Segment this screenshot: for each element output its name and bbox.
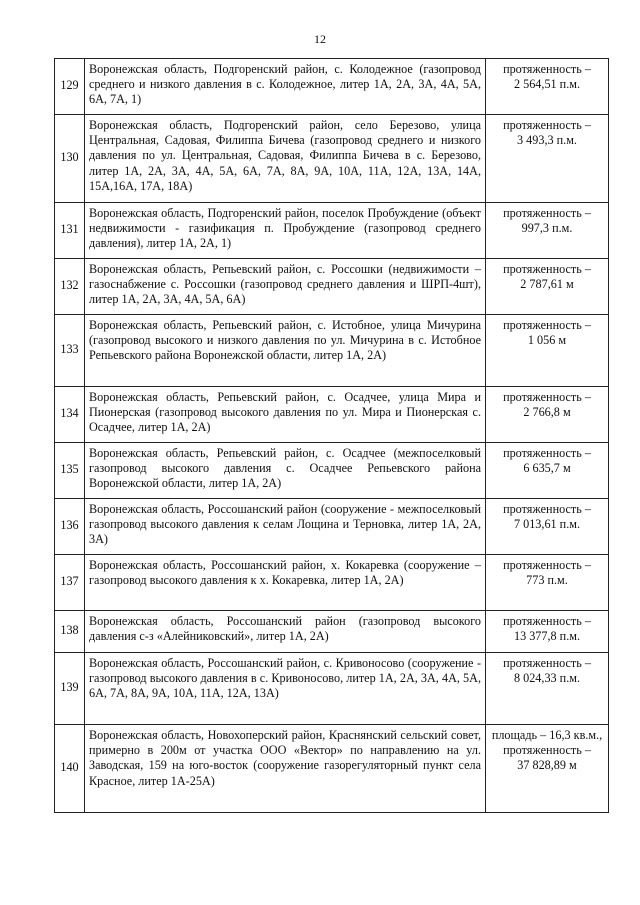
row-size (486, 611, 609, 653)
row-size (486, 499, 609, 555)
row-number: 138 (55, 611, 85, 653)
row-size (486, 203, 609, 259)
row-number: 131 (55, 203, 85, 259)
row-size (486, 115, 609, 203)
table-row (55, 611, 609, 653)
table-row (55, 653, 609, 725)
row-number: 133 (55, 315, 85, 387)
size-line: 2 564,51 п.м. (513, 77, 581, 92)
table-row (55, 59, 609, 115)
size-line: протяженность – (503, 446, 591, 460)
page-number: 12 (314, 32, 326, 46)
row-size (486, 725, 609, 813)
size-line: 6 635,7 м (523, 461, 571, 476)
row-number: 132 (55, 259, 85, 315)
table-row (55, 443, 609, 499)
size-line: протяженность – (503, 318, 591, 332)
size-line: 3 493,3 п.м. (517, 133, 577, 148)
row-size (486, 259, 609, 315)
size-line: протяженность – (503, 206, 591, 220)
size-line: протяженность – (503, 614, 591, 628)
row-number: 135 (55, 443, 85, 499)
row-number: 139 (55, 653, 85, 725)
size-line: протяженность – (503, 656, 591, 670)
table-row (55, 387, 609, 443)
row-description: Воронежская область, Россошанский район, х. Кокаревка (сооружение – газопровод высокого давления к х. Кокаревка, литер 1А, 2А) (85, 555, 486, 611)
registry-table (54, 58, 609, 813)
row-size (486, 387, 609, 443)
row-description: Воронежская область, Россошанский район (газопровод высокого давления с-з «Алейниковский», литер 1А, 2А) (85, 611, 486, 653)
size-line: протяженность – (503, 743, 591, 758)
table-row (55, 555, 609, 611)
row-description: Воронежская область, Подгоренский район, с. Колодежное (газопровод среднего и низкого давления в с. Колодежное, литер 1А, 2А, 3А, 4А, 5А, 6А, 7А, 1) (85, 59, 486, 115)
row-size (486, 555, 609, 611)
row-description: Воронежская область, Репьевский район, с. Истобное, улица Мичурина (газопровод высокого и низкого давления по ул. Мичурина в с. Истобное Репьевского района Воронежской области, литер 1А, 2А) (85, 315, 486, 387)
size-line: 1 056 м (527, 333, 567, 348)
row-size (486, 653, 609, 725)
table-row (55, 115, 609, 203)
row-description: Воронежская область, Репьевский район, с. Россошки (недвижимости – газоснабжение с. Россошки (газопровод среднего давления и ШРП-4шт), литер 1А, 2А, 3А, 4А, 5А, 6А) (85, 259, 486, 315)
size-line: площадь – 16,3 кв.м., (491, 728, 603, 742)
table-row (55, 203, 609, 259)
size-line: 7 013,61 п.м. (513, 517, 581, 532)
row-size (486, 59, 609, 115)
row-description: Воронежская область, Репьевский район, с. Осадчее (межпоселковый газопровод высокого давления с. Осадчее Репьевского района Воронежской области, литер 1А, 2А) (85, 443, 486, 499)
table-row (55, 259, 609, 315)
row-description: Воронежская область, Подгоренский район, поселок Пробуждение (объект недвижимости - газификация п. Пробуждение (газопровод среднего давления), литер 1А, 2А, 1) (85, 203, 486, 259)
size-line: протяженность – (503, 118, 591, 132)
size-line: 997,3 п.м. (521, 221, 573, 236)
row-description: Воронежская область, Россошанский район (сооружение - межпоселковый газопровод высокого давления к селам Лощина и Терновка, литер 1А, 2А, 3А) (85, 499, 486, 555)
table-row (55, 499, 609, 555)
row-number: 140 (55, 725, 85, 813)
row-description: Воронежская область, Россошанский район, с. Кривоносово (сооружение - газопровод высокого давления в с. Кривоносово, литер 1А, 2А, 3А, 4А, 5А, 6А, 7А, 8А, 9А, 10А, 11А, 12А, 13А) (85, 653, 486, 725)
size-line: 773 п.м. (526, 573, 568, 588)
row-number: 130 (55, 115, 85, 203)
row-size (486, 443, 609, 499)
table-row (55, 315, 609, 387)
size-line: протяженность – (503, 558, 591, 572)
size-line: 37 828,89 м (517, 758, 577, 773)
size-line: протяженность – (503, 502, 591, 516)
size-line: протяженность – (503, 390, 591, 404)
row-description: Воронежская область, Подгоренский район, село Березово, улица Центральная, Садовая, Филиппа Бичева (газопровод среднего и низкого давления по ул. Центральная, Садовая, Филиппа Бичева в с. Березово, литер 1А, 2А, 3А, 4А, 5А, 6А, 7А, 8А, 9А, 10А, 11А, 12А, 13А, 14А, 15А,16А, 17А, 18А) (85, 115, 486, 203)
row-number: 137 (55, 555, 85, 611)
size-line: 8 024,33 п.м. (513, 671, 581, 686)
row-description: Воронежская область, Новохоперский район, Краснянский сельский совет, примерно в 200м от участка ООО «Вектор» по направлению на ул. Заводская, 159 на юго-восток (сооружение газорегуляторный пункт села Красное, литер 1А-25А) (85, 725, 486, 813)
table-row (55, 725, 609, 813)
row-number: 129 (55, 59, 85, 115)
row-number: 136 (55, 499, 85, 555)
size-line: 2 787,61 м (520, 277, 574, 292)
row-number: 134 (55, 387, 85, 443)
size-line: протяженность – (503, 62, 591, 76)
row-description: Воронежская область, Репьевский район, с. Осадчее, улица Мира и Пионерская (газопровод высокого давления по ул. Мира и Пионерская с. Осадчее, литер 1А, 2А) (85, 387, 486, 443)
size-line: 13 377,8 п.м. (513, 629, 581, 644)
size-line: протяженность – (503, 262, 591, 276)
size-line: 2 766,8 м (523, 405, 571, 420)
row-size (486, 315, 609, 387)
